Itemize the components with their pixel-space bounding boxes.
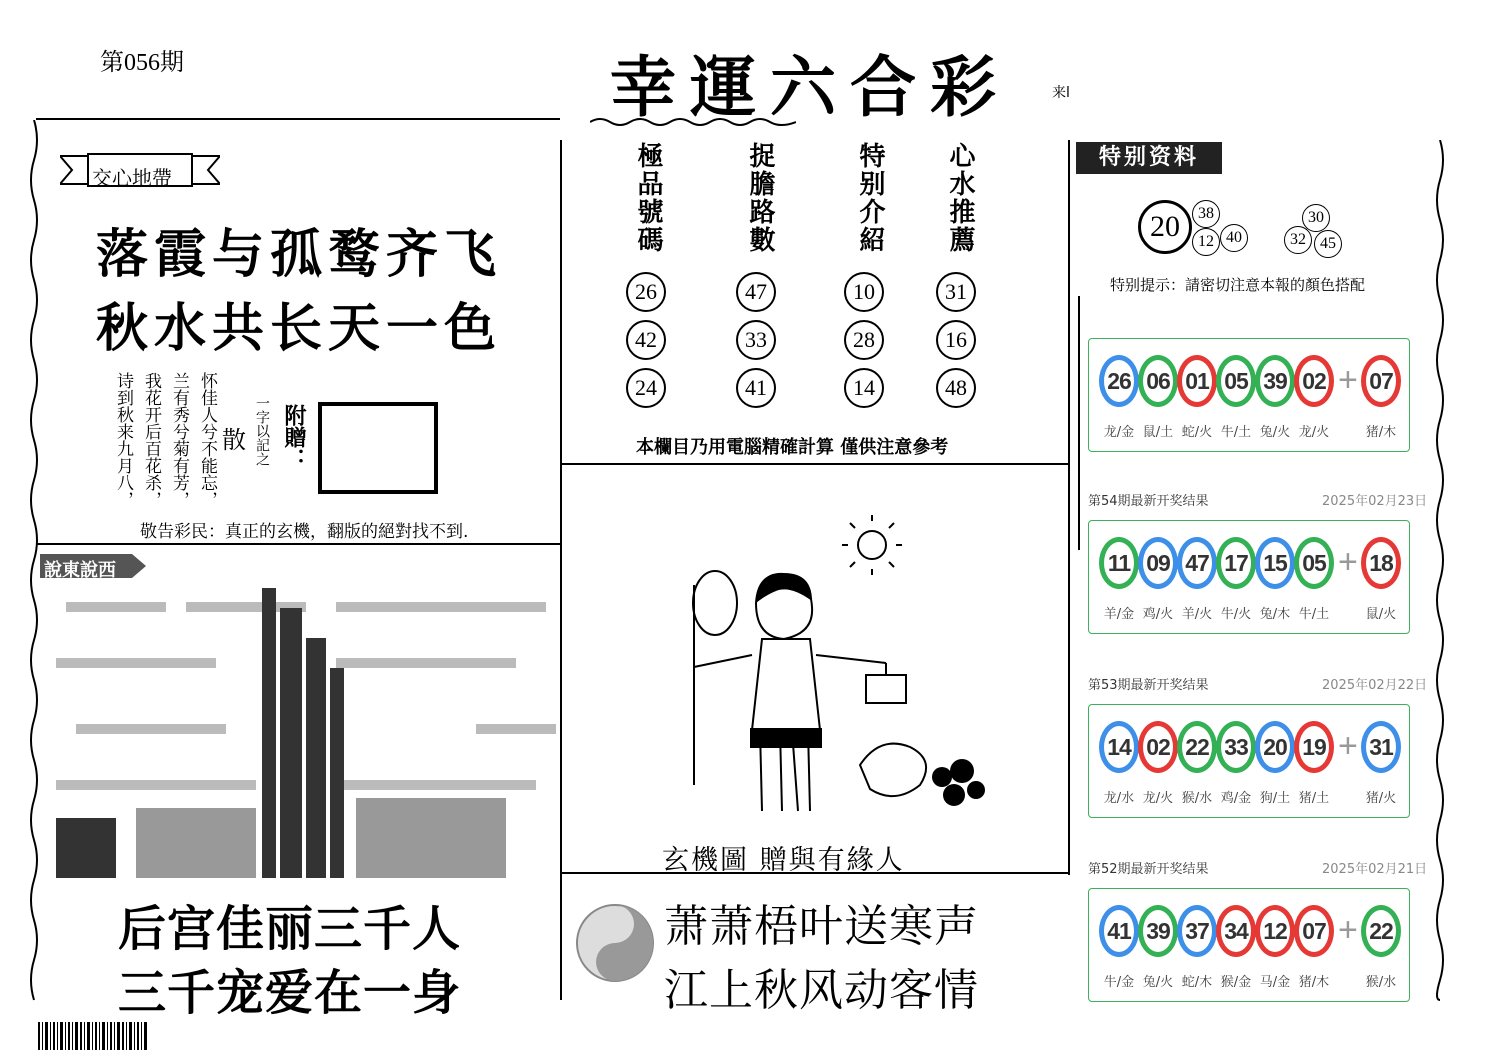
draw-date: 2025年02月22日 [1322, 678, 1428, 693]
plus-icon: + [1338, 727, 1358, 765]
draw-ball: 33 [1216, 721, 1256, 773]
right-vine-border [1432, 140, 1448, 1010]
draw-ball: 39 [1138, 905, 1178, 957]
small-number-circle: 38 [1192, 200, 1220, 228]
zodiac-label: 鼠/土 [1142, 425, 1174, 440]
top-rule [36, 118, 560, 120]
zodiac-label: 猪/木 [1298, 975, 1330, 990]
draw-ball: 07 [1294, 905, 1334, 957]
tag-label: 交心地帶 [92, 166, 172, 190]
draw-ball: 05 [1216, 355, 1256, 407]
zodiac-label: 牛/金 [1103, 975, 1135, 990]
special-ball: 22 [1361, 905, 1401, 957]
zodiac-label: 龙/火 [1298, 425, 1330, 440]
plus-icon: + [1338, 361, 1358, 399]
verse-col-4: 诗到秋来九月八， [113, 372, 133, 508]
zodiac-label: 龙/金 [1103, 425, 1135, 440]
draw-ball: 47 [1177, 537, 1217, 589]
draw-title: 第53期最新开奖结果 [1088, 678, 1209, 693]
masthead-tail: 来l [1052, 85, 1070, 101]
small-number-circle: 12 [1192, 228, 1220, 256]
gift-box [318, 402, 438, 494]
mid-divider-1 [560, 463, 1070, 465]
small-number-circle: 40 [1220, 224, 1248, 252]
zodiac-label: 猪/土 [1298, 791, 1330, 806]
poem-line-1: 落霞与孤鹜齐飞 [96, 224, 503, 285]
number-circle: 41 [736, 368, 776, 408]
zodiac-label: 牛/土 [1298, 607, 1330, 622]
column-head-2: 捉膽路數 [745, 142, 775, 254]
number-circle: 10 [844, 272, 884, 312]
zodiac-label: 龙/火 [1142, 791, 1174, 806]
draw-ball: 22 [1177, 721, 1217, 773]
draw-ball: 01 [1177, 355, 1217, 407]
draw-ball: 11 [1099, 537, 1139, 589]
issue-number: 第056期 [100, 50, 184, 76]
center-left-rule [560, 140, 562, 1000]
zodiac-label: 猴/水 [1365, 975, 1397, 990]
zodiac-label: 兔/火 [1259, 425, 1291, 440]
masthead-title: 幸運六合彩 [610, 48, 1010, 126]
color-hint: 特别提示：請密切注意本報的顏色搭配 [1110, 276, 1366, 294]
number-circle: 14 [844, 368, 884, 408]
zodiac-label: 羊/金 [1103, 607, 1135, 622]
left-bottom-tag: 說東說西 [44, 560, 116, 581]
draw-ball: 14 [1099, 721, 1139, 773]
draw-ball: 26 [1099, 355, 1139, 407]
column-head-4: 心水推薦 [945, 142, 975, 254]
draw-ball: 15 [1255, 537, 1295, 589]
zodiac-label: 牛/火 [1220, 607, 1252, 622]
yizi-note: 一字以記之 [254, 396, 270, 466]
calc-note: 本欄目乃用電腦精確計算 僅供注意參考 [636, 437, 949, 458]
number-circle: 33 [736, 320, 776, 360]
zodiac-label: 龙/水 [1103, 791, 1135, 806]
zodiac-label: 鼠/火 [1365, 607, 1397, 622]
number-circle: 26 [626, 272, 666, 312]
poem-line-2: 秋水共长天一色 [96, 298, 503, 359]
special-ball: 31 [1361, 721, 1401, 773]
zodiac-label: 鸡/火 [1142, 607, 1174, 622]
zodiac-label: 蛇/火 [1181, 425, 1213, 440]
draw-ball: 17 [1216, 537, 1256, 589]
draw-result-card [1088, 520, 1410, 634]
draw-date: 2025年02月21日 [1322, 862, 1428, 877]
zodiac-label: 猪/木 [1365, 425, 1397, 440]
special-ball: 18 [1361, 537, 1401, 589]
small-number-circle: 45 [1314, 230, 1342, 258]
draw-title: 第52期最新开奖结果 [1088, 862, 1209, 877]
zodiac-label: 猪/火 [1365, 791, 1397, 806]
zodiac-label: 兔/木 [1259, 607, 1291, 622]
number-circle: 31 [936, 272, 976, 312]
draw-ball: 39 [1255, 355, 1295, 407]
yin-yang-icon [574, 902, 656, 984]
number-circle: 24 [626, 368, 666, 408]
ornament-divider [590, 116, 796, 128]
zodiac-label: 蛇/木 [1181, 975, 1213, 990]
left-panel-divider [36, 543, 560, 545]
draw-ball: 06 [1138, 355, 1178, 407]
plus-icon: + [1338, 543, 1358, 581]
verse-col-2: 兰有秀兮菊有芳， [169, 372, 189, 508]
plus-icon: + [1338, 911, 1358, 949]
draw-ball: 02 [1294, 355, 1334, 407]
number-circle: 28 [844, 320, 884, 360]
draw-result-card [1088, 338, 1410, 452]
middle-poem-2: 江上秋风动客情 [664, 965, 979, 1016]
middle-poem-1: 萧萧梧叶送寒声 [664, 901, 979, 952]
zodiac-label: 鸡/金 [1220, 791, 1252, 806]
draw-ball: 41 [1099, 905, 1139, 957]
number-circle: 16 [936, 320, 976, 360]
san-char: 散 [222, 426, 246, 454]
special-ball: 07 [1361, 355, 1401, 407]
draw-result-card [1088, 888, 1410, 1002]
draw-ball: 12 [1255, 905, 1295, 957]
draw-ball: 20 [1255, 721, 1295, 773]
zodiac-label: 马/金 [1259, 975, 1291, 990]
verse-col-3: 我花开后百花杀， [141, 372, 161, 508]
draw-ball: 37 [1177, 905, 1217, 957]
riddle-illustration [680, 515, 1000, 820]
big-number-circle: 20 [1138, 200, 1192, 254]
special-info-header: 特别资料 [1076, 142, 1222, 174]
zodiac-label: 猴/金 [1220, 975, 1252, 990]
result-area-rule [1078, 296, 1080, 550]
verse-col-1: 怀佳人兮不能忘， [197, 372, 217, 508]
center-right-rule-2 [1068, 460, 1070, 875]
draw-date: 2025年02月23日 [1322, 494, 1428, 509]
illustration-caption: 玄機圖 贈與有緣人 [662, 845, 905, 876]
number-circle: 47 [736, 272, 776, 312]
small-number-circle: 30 [1302, 204, 1330, 232]
left-bottom-poem-2: 三千宠爱在一身 [118, 965, 462, 1021]
draw-ball: 19 [1294, 721, 1334, 773]
draw-ball: 34 [1216, 905, 1256, 957]
number-circle: 42 [626, 320, 666, 360]
fuzeng-label: 附贈： [281, 404, 306, 470]
draw-result-card [1088, 704, 1410, 818]
draw-ball: 02 [1138, 721, 1178, 773]
small-number-circle: 32 [1284, 226, 1312, 254]
zodiac-label: 兔/火 [1142, 975, 1174, 990]
zodiac-label: 羊/火 [1181, 607, 1213, 622]
scanned-text-area [36, 548, 556, 878]
warning-note: 敬告彩民：真正的玄機，翻版的絕對找不到. [140, 522, 469, 542]
zodiac-label: 牛/土 [1220, 425, 1252, 440]
left-bottom-poem-1: 后宫佳丽三千人 [118, 901, 462, 957]
draw-title: 第54期最新开奖结果 [1088, 494, 1209, 509]
column-head-1: 極品號碼 [633, 142, 663, 254]
draw-ball: 05 [1294, 537, 1334, 589]
zodiac-label: 狗/土 [1259, 791, 1291, 806]
barcode [38, 1022, 148, 1050]
zodiac-label: 猴/水 [1181, 791, 1213, 806]
draw-ball: 09 [1138, 537, 1178, 589]
number-circle: 48 [936, 368, 976, 408]
column-head-3: 特别介紹 [855, 142, 885, 254]
